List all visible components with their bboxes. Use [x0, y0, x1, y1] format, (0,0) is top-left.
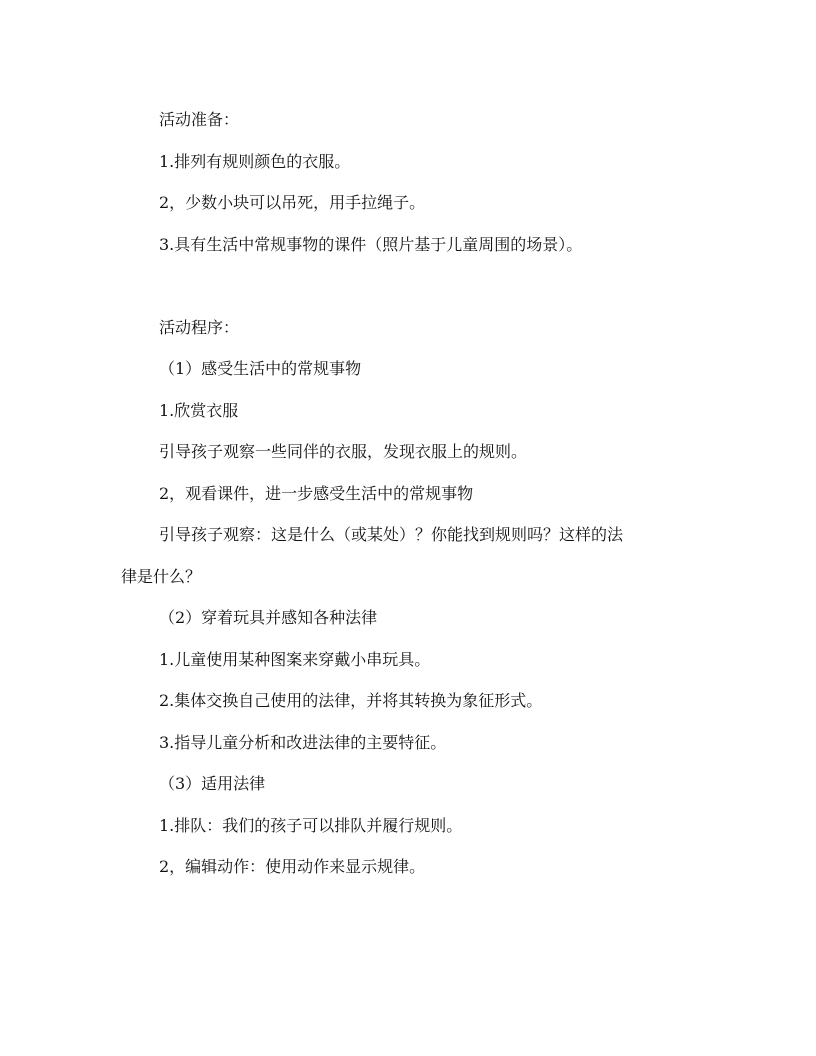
- section-1-item-1: 1.欣赏衣服: [159, 401, 239, 420]
- prep-item-3: 3.具有生活中常规事物的课件（照片基于儿童周围的场景）。: [159, 235, 583, 254]
- section-1-item-2-detail-line-1: 引导孩子观察：这是什么（或某处）？你能找到规则吗？这样的法: [159, 525, 624, 544]
- prep-item-2: 2，少数小块可以吊死，用手拉绳子。: [159, 193, 426, 212]
- section-3-item-1: 1.排队：我们的孩子可以排队并履行规则。: [159, 816, 463, 835]
- section-3-heading: （3）适用法律: [159, 774, 266, 793]
- section-1-item-2: 2，观看课件，进一步感受生活中的常规事物: [159, 484, 474, 503]
- section-1-heading: （1）感受生活中的常规事物: [159, 359, 362, 378]
- section-3-item-2: 2，编辑动作：使用动作来显示规律。: [159, 857, 426, 876]
- section-2-item-1: 1.儿童使用某种图案来穿戴小串玩具。: [159, 650, 431, 669]
- section-2-item-2: 2.集体交换自己使用的法律，并将其转换为象征形式。: [159, 691, 543, 710]
- section-1-item-2-detail-line-2: 律是什么？: [121, 567, 202, 586]
- section-2-heading: （2）穿着玩具并感知各种法律: [159, 608, 378, 627]
- procedure-heading: 活动程序：: [159, 318, 240, 337]
- section-2-item-3: 3.指导儿童分析和改进法律的主要特征。: [159, 733, 447, 752]
- prep-item-1: 1.排列有规则颜色的衣服。: [159, 152, 351, 171]
- prep-heading: 活动准备：: [159, 110, 240, 129]
- section-1-item-1-detail: 引导孩子观察一些同伴的衣服，发现衣服上的规则。: [159, 442, 528, 461]
